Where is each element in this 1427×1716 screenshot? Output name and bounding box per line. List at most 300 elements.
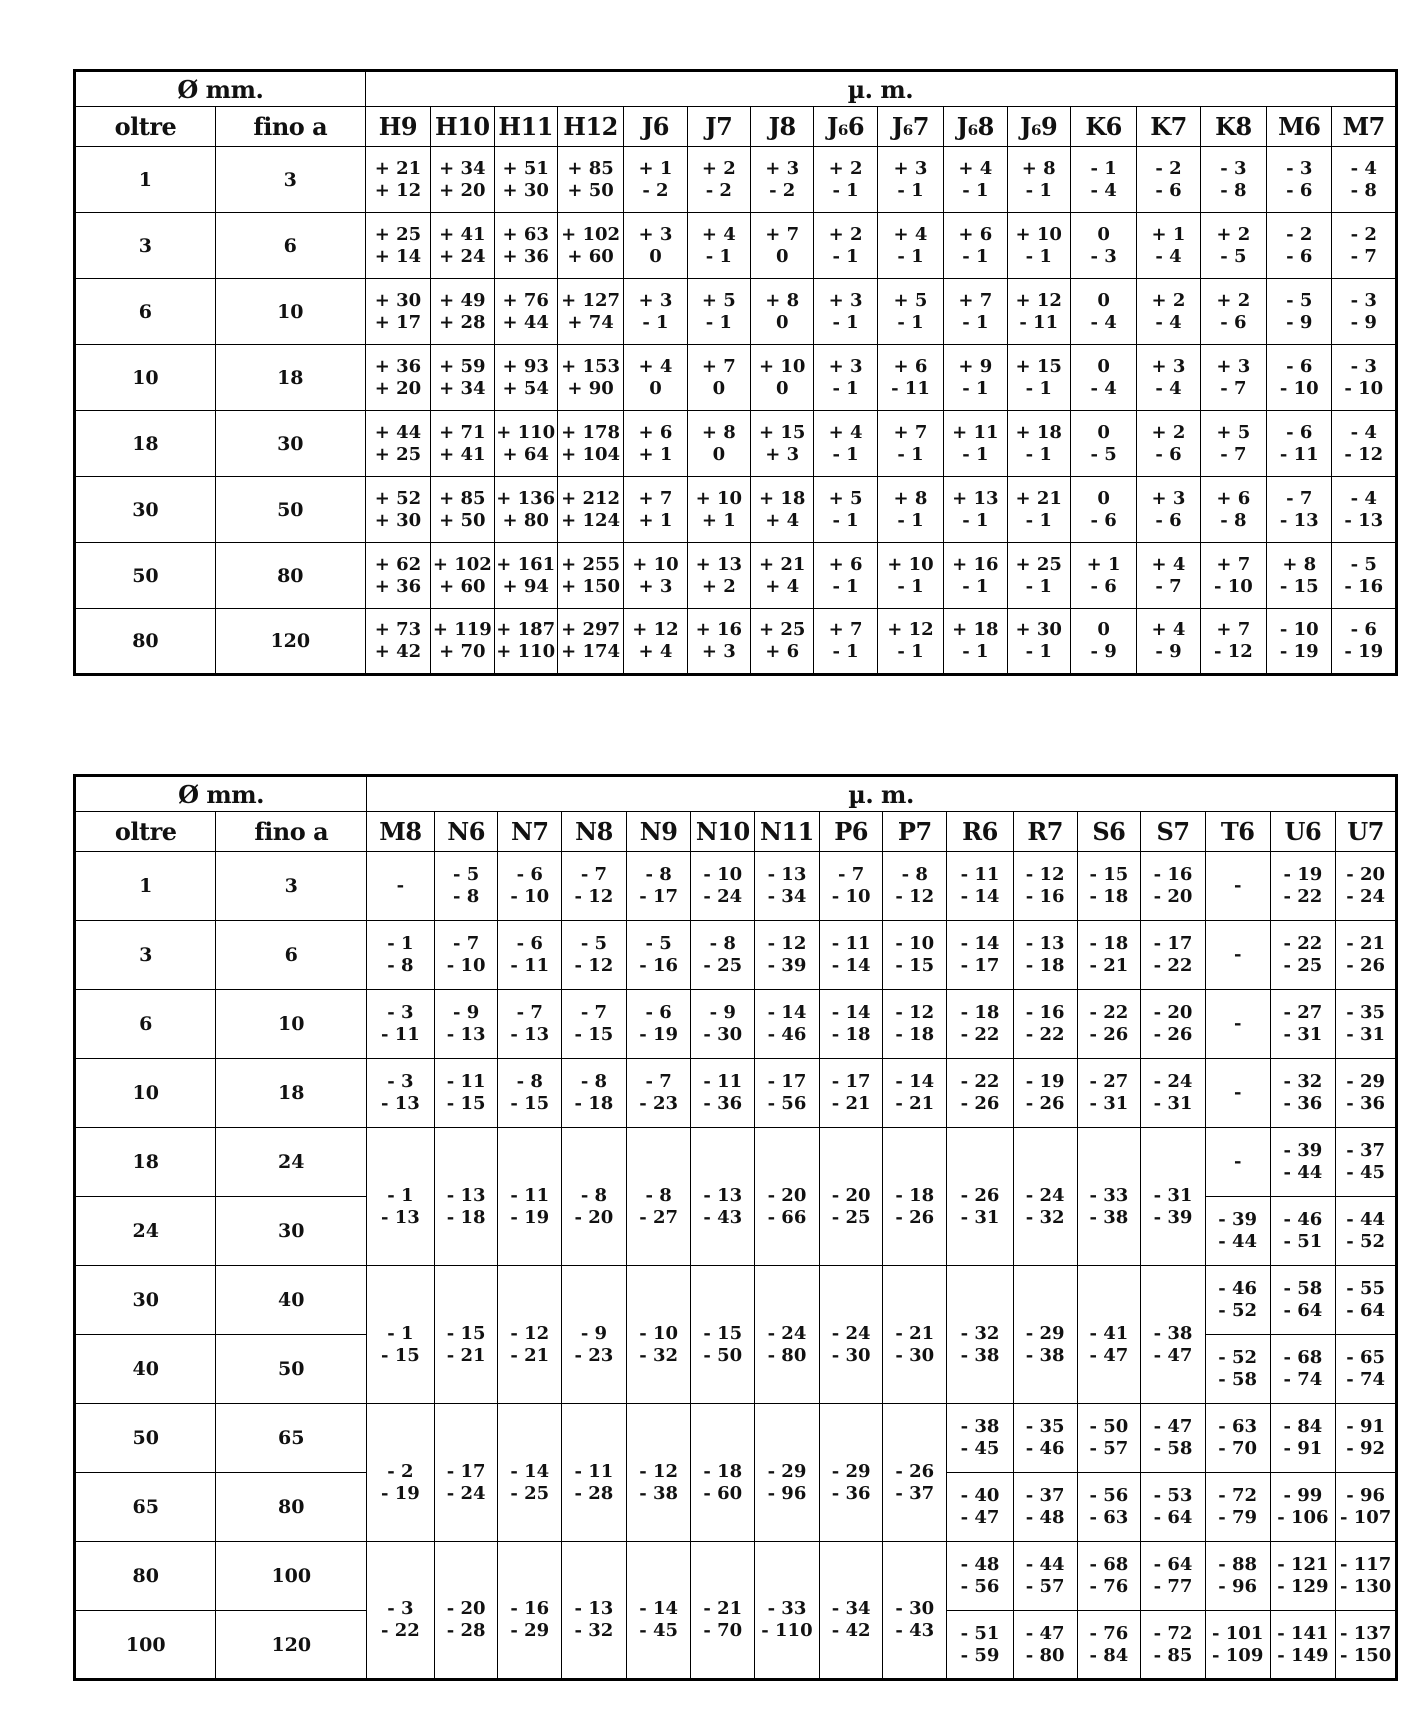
range-from-cell: 30 bbox=[75, 1266, 216, 1335]
range-from-cell: 100 bbox=[75, 1611, 216, 1680]
tolerance-cell bbox=[365, 147, 430, 213]
tolerance-cell bbox=[431, 411, 494, 477]
tolerance-value: - 47 bbox=[1025, 1622, 1065, 1644]
tolerance-value: + 9 bbox=[958, 355, 993, 377]
tolerance-value: - 43 bbox=[703, 1206, 743, 1228]
tolerance-class-header: R7 bbox=[1013, 812, 1077, 852]
tolerance-value: - 107 bbox=[1339, 1507, 1392, 1528]
tolerance-cell-merged bbox=[434, 1404, 498, 1542]
tolerance-value: - 74 bbox=[1346, 1369, 1385, 1390]
tolerance-value: - 4 bbox=[1090, 311, 1117, 333]
tolerance-cell bbox=[691, 1059, 755, 1128]
tolerance-cell-merged bbox=[562, 1128, 627, 1266]
tolerance-cell bbox=[1332, 213, 1397, 279]
tolerance-value: - 1 bbox=[705, 245, 732, 267]
tolerance-cell bbox=[1070, 609, 1136, 675]
tolerance-value: + 21 bbox=[374, 157, 422, 179]
tolerance-value: - 20 bbox=[574, 1206, 614, 1228]
tolerance-value: + 102 bbox=[432, 553, 492, 575]
tolerance-value: - 36 bbox=[703, 1093, 743, 1114]
tolerance-cell bbox=[1205, 1473, 1270, 1542]
tolerance-value: - 65 bbox=[1346, 1347, 1385, 1368]
tolerance-value: 0 bbox=[775, 245, 789, 267]
tolerance-value: - 39 bbox=[1218, 1209, 1258, 1230]
tolerance-value: + 7 bbox=[828, 619, 863, 640]
tolerance-value: - bbox=[1233, 944, 1242, 965]
tolerance-value: - 12 bbox=[1344, 443, 1384, 465]
tolerance-value: - 20 bbox=[1153, 886, 1193, 907]
tolerance-value: - 4 bbox=[1155, 311, 1182, 333]
tolerance-cell bbox=[557, 543, 623, 609]
tolerance-cell-merged bbox=[819, 1266, 883, 1404]
tolerance-value: - 21 bbox=[1089, 955, 1129, 976]
tolerance-value: - 13 bbox=[510, 1024, 550, 1045]
tolerance-cell bbox=[626, 921, 691, 990]
tolerance-value: - 31 bbox=[1153, 1093, 1193, 1114]
tolerance-value: + 4 bbox=[638, 641, 673, 662]
tolerance-value: - 8 bbox=[709, 933, 736, 954]
tolerance-cell bbox=[431, 279, 494, 345]
tolerance-cell bbox=[1137, 147, 1200, 213]
tolerance-cell bbox=[944, 279, 1007, 345]
tolerance-value: - 10 bbox=[1279, 619, 1319, 640]
tolerance-class-header: T6 bbox=[1205, 812, 1270, 852]
tolerance-class-header: K7 bbox=[1137, 107, 1200, 147]
tolerance-cell-merged bbox=[755, 1128, 820, 1266]
tolerance-value: + 10 bbox=[759, 355, 806, 377]
tolerance-cell-merged bbox=[691, 1128, 755, 1266]
tolerance-value: - 1 bbox=[832, 641, 859, 662]
tolerance-value: - 4 bbox=[1155, 245, 1182, 267]
tolerance-value: - 101 bbox=[1212, 1622, 1264, 1644]
tolerance-cell bbox=[1336, 1059, 1397, 1128]
tolerance-cell-merged bbox=[755, 1404, 820, 1542]
tolerance-value: - 18 bbox=[895, 1024, 935, 1045]
range-from-cell: 24 bbox=[75, 1197, 216, 1266]
tolerance-value: - 2 bbox=[1155, 157, 1182, 179]
tolerance-value: - 18 bbox=[831, 1024, 871, 1045]
tolerance-cell bbox=[1332, 477, 1397, 543]
table-row bbox=[75, 1059, 1397, 1128]
tolerance-value: - 15 bbox=[446, 1322, 486, 1344]
tolerance-value: - 21 bbox=[510, 1344, 550, 1366]
tolerance-cell bbox=[1205, 1059, 1270, 1128]
tolerance-value: - 3 bbox=[387, 1002, 414, 1023]
tolerance-value: + 7 bbox=[1216, 619, 1251, 640]
tolerance-value: + 51 bbox=[502, 157, 549, 179]
tolerance-value: - 121 bbox=[1277, 1554, 1329, 1575]
tolerance-class-header: J₆8 bbox=[944, 107, 1007, 147]
tolerance-value: - 38 bbox=[1153, 1322, 1193, 1344]
tolerance-value: + 1 bbox=[1086, 553, 1121, 575]
tolerance-cell bbox=[1070, 345, 1136, 411]
tolerance-cell bbox=[562, 921, 627, 990]
tolerance-value: + 5 bbox=[828, 487, 863, 509]
tolerance-value: - 8 bbox=[516, 1071, 543, 1092]
tolerance-value: + 21 bbox=[1015, 487, 1062, 509]
tolerance-cell bbox=[1336, 1542, 1397, 1611]
tolerance-value: - 15 bbox=[574, 1024, 614, 1045]
tolerance-value: - 26 bbox=[1089, 1024, 1129, 1045]
tolerance-cell bbox=[947, 1404, 1014, 1473]
tolerance-value: + 60 bbox=[567, 245, 614, 267]
tolerance-value: - 64 bbox=[1153, 1507, 1193, 1528]
range-to-cell: 100 bbox=[216, 1542, 367, 1611]
tolerance-value: 0 bbox=[712, 377, 726, 399]
tolerance-cell bbox=[1205, 1128, 1270, 1197]
tolerance-value: - 26 bbox=[1346, 955, 1385, 976]
tolerance-cell bbox=[944, 213, 1007, 279]
tolerance-value: - 38 bbox=[639, 1482, 679, 1504]
tolerance-value: - 38 bbox=[960, 1344, 1000, 1366]
range-to-cell: 6 bbox=[216, 921, 367, 990]
tolerance-cell-merged bbox=[498, 1542, 562, 1680]
range-to-cell: 24 bbox=[216, 1128, 367, 1197]
tolerance-value: - 4 bbox=[1350, 487, 1377, 509]
tolerance-value: - 19 bbox=[1344, 641, 1384, 662]
tolerance-value: - 15 bbox=[510, 1093, 550, 1114]
to-column-header: fino a bbox=[215, 107, 365, 147]
tolerance-cell bbox=[1267, 477, 1332, 543]
tolerance-value: - 2 bbox=[769, 179, 796, 201]
tolerance-value: + 136 bbox=[496, 487, 556, 509]
tolerance-cell bbox=[691, 921, 755, 990]
tolerance-class-header: P7 bbox=[883, 812, 947, 852]
tolerance-value: - 3 bbox=[1350, 289, 1377, 311]
tolerance-value: - 20 bbox=[767, 1184, 807, 1206]
tolerance-value: - 10 bbox=[1213, 575, 1253, 597]
tolerance-value: - 12 bbox=[767, 933, 807, 954]
range-to-cell: 10 bbox=[215, 279, 365, 345]
tolerance-value: - 24 bbox=[1153, 1071, 1193, 1092]
tolerance-cell bbox=[1007, 345, 1070, 411]
tolerance-cell bbox=[1200, 279, 1266, 345]
tolerance-value: - 50 bbox=[703, 1344, 743, 1366]
tolerance-value: - 3 bbox=[387, 1598, 414, 1619]
tolerance-cell bbox=[1332, 345, 1397, 411]
tolerance-cell bbox=[624, 477, 687, 543]
tolerance-value: - 14 bbox=[960, 886, 1000, 907]
tolerance-value: - 51 bbox=[1283, 1231, 1323, 1252]
tolerance-value: 0 bbox=[1097, 289, 1110, 311]
tolerance-class-header: P6 bbox=[819, 812, 883, 852]
tolerance-cell bbox=[1141, 1404, 1206, 1473]
tolerance-value: + 4 bbox=[893, 223, 928, 245]
tolerance-value: - 21 bbox=[895, 1322, 935, 1344]
tolerance-cell bbox=[434, 1059, 498, 1128]
tolerance-cell bbox=[1141, 1611, 1206, 1680]
tolerance-value: - 37 bbox=[895, 1482, 935, 1504]
tolerance-value: - 15 bbox=[446, 1093, 486, 1114]
tolerance-cell bbox=[1070, 147, 1136, 213]
tolerance-value: - 14 bbox=[831, 955, 871, 976]
tolerance-cell bbox=[367, 852, 435, 921]
tolerance-value: - bbox=[396, 875, 405, 896]
tolerance-cell bbox=[1007, 147, 1070, 213]
tolerance-cell bbox=[626, 1059, 691, 1128]
tolerance-value: - 11 bbox=[831, 933, 871, 954]
tolerance-value: - 14 bbox=[831, 1002, 871, 1023]
tolerance-value: - 28 bbox=[446, 1620, 486, 1641]
tolerance-cell bbox=[431, 213, 494, 279]
tolerance-value: - 19 bbox=[381, 1482, 420, 1504]
tolerance-value: + 4 bbox=[638, 355, 673, 377]
tolerance-cell bbox=[365, 609, 430, 675]
tolerance-value: + 3 bbox=[638, 223, 673, 245]
tolerance-class-header: M7 bbox=[1332, 107, 1397, 147]
tolerance-cell bbox=[1270, 1335, 1336, 1404]
tolerance-value: - 12 bbox=[574, 886, 614, 907]
tolerance-value: - 149 bbox=[1277, 1644, 1329, 1666]
tolerance-value: + 4 bbox=[765, 575, 800, 597]
tolerance-value: - 92 bbox=[1346, 1438, 1385, 1459]
tolerance-value: - 9 bbox=[580, 1322, 608, 1344]
tolerance-cell bbox=[557, 345, 623, 411]
tolerance-value: - 4 bbox=[1350, 421, 1377, 443]
tolerance-value: - 48 bbox=[960, 1554, 1000, 1575]
tolerance-value: - 20 bbox=[831, 1184, 871, 1206]
tolerance-cell bbox=[1077, 1059, 1141, 1128]
tolerance-cell-merged bbox=[819, 1128, 883, 1266]
tolerance-cell bbox=[883, 921, 947, 990]
tolerance-value: + 127 bbox=[561, 289, 621, 311]
tolerance-cell bbox=[1007, 213, 1070, 279]
table-row bbox=[75, 921, 1397, 990]
tolerance-value: - 14 bbox=[895, 1071, 935, 1092]
tolerance-value: + 4 bbox=[701, 223, 736, 245]
tolerance-value: + 2 bbox=[701, 575, 736, 597]
tolerance-cell bbox=[494, 411, 557, 477]
tolerance-cell bbox=[877, 411, 943, 477]
tolerance-cell bbox=[1270, 1059, 1336, 1128]
diameter-header: Ø mm. bbox=[75, 776, 367, 812]
tolerance-cell bbox=[1270, 852, 1336, 921]
tolerance-cell bbox=[1137, 411, 1200, 477]
tolerance-cell bbox=[624, 543, 687, 609]
tolerance-value: - 7 bbox=[838, 864, 865, 885]
tolerance-value: - 1 bbox=[832, 377, 859, 399]
range-from-cell: 6 bbox=[75, 279, 216, 345]
tolerance-value: - 8 bbox=[645, 864, 672, 885]
tolerance-value: - 24 bbox=[767, 1322, 807, 1344]
tolerance-value: - 10 bbox=[831, 886, 871, 907]
tolerance-cell-merged bbox=[367, 1266, 435, 1404]
tolerance-value: - 57 bbox=[1089, 1438, 1129, 1459]
tolerance-value: - 59 bbox=[960, 1644, 1000, 1666]
tolerance-cell bbox=[1013, 852, 1077, 921]
tolerance-cell bbox=[877, 213, 943, 279]
tolerance-value: - 12 bbox=[1025, 864, 1065, 885]
tolerance-cell-merged bbox=[626, 1128, 691, 1266]
tolerance-cell-merged bbox=[562, 1266, 627, 1404]
tolerance-value: - 3 bbox=[1220, 157, 1247, 179]
range-to-cell: 3 bbox=[215, 147, 365, 213]
tolerance-value: - 42 bbox=[831, 1620, 871, 1641]
from-column-header: oltre bbox=[75, 107, 216, 147]
tolerance-value: - 24 bbox=[831, 1322, 871, 1344]
tolerance-value: + 30 bbox=[1015, 619, 1062, 640]
tolerance-value: - 80 bbox=[767, 1344, 807, 1366]
tolerance-cell bbox=[365, 411, 430, 477]
table-row bbox=[75, 213, 1397, 279]
tolerance-cell bbox=[1205, 1197, 1270, 1266]
tolerance-value: - 109 bbox=[1212, 1644, 1264, 1666]
tolerance-cell bbox=[494, 609, 557, 675]
tolerance-value: + 25 bbox=[374, 443, 422, 465]
tolerance-value: - 1 bbox=[897, 641, 924, 662]
table-row bbox=[75, 1542, 1397, 1611]
tolerance-cell bbox=[814, 147, 877, 213]
tolerance-cell bbox=[877, 609, 943, 675]
tolerance-cell bbox=[365, 345, 430, 411]
tolerance-value: - 11 bbox=[703, 1071, 743, 1092]
tolerance-cell bbox=[1336, 1473, 1397, 1542]
tolerance-value: - 11 bbox=[381, 1024, 420, 1045]
tolerance-value: - 26 bbox=[895, 1206, 935, 1228]
tolerance-value: - 11 bbox=[891, 377, 930, 399]
tolerance-cell bbox=[1141, 1542, 1206, 1611]
tolerance-cell bbox=[687, 543, 750, 609]
tolerance-cell bbox=[557, 147, 623, 213]
tolerance-value: - 12 bbox=[574, 955, 614, 976]
tolerance-cell bbox=[1267, 609, 1332, 675]
range-from-cell: 80 bbox=[75, 609, 216, 675]
tolerance-value: - 68 bbox=[1089, 1554, 1129, 1575]
tolerance-value: - 1 bbox=[897, 245, 924, 267]
tolerance-value: - 11 bbox=[446, 1071, 486, 1092]
tolerance-value: - 63 bbox=[1218, 1416, 1258, 1437]
tolerance-class-header: J7 bbox=[687, 107, 750, 147]
tolerance-value: + 64 bbox=[502, 443, 549, 465]
tolerance-value: + 153 bbox=[561, 355, 621, 377]
tolerance-class-header: N11 bbox=[755, 812, 820, 852]
tolerance-value: + 178 bbox=[561, 421, 621, 443]
tolerance-value: - 12 bbox=[895, 1002, 935, 1023]
tolerance-cell-merged bbox=[691, 1542, 755, 1680]
tolerance-value: + 7 bbox=[958, 289, 993, 311]
range-to-cell: 18 bbox=[215, 345, 365, 411]
tolerance-value: + 18 bbox=[952, 619, 999, 640]
tolerance-value: + 34 bbox=[439, 157, 486, 179]
tolerance-cell bbox=[751, 411, 814, 477]
tolerance-cell bbox=[1270, 990, 1336, 1059]
tolerance-value: - 9 bbox=[1090, 641, 1117, 662]
tolerance-value: + 1 bbox=[638, 157, 673, 179]
tolerance-cell bbox=[1013, 1542, 1077, 1611]
tolerance-value: + 7 bbox=[1216, 553, 1251, 575]
tolerance-cell bbox=[944, 543, 1007, 609]
tolerance-value: - 56 bbox=[767, 1093, 807, 1114]
tolerance-value: - 18 bbox=[703, 1460, 743, 1482]
tolerance-value: + 93 bbox=[502, 355, 549, 377]
tolerance-value: - 6 bbox=[645, 1002, 672, 1023]
tolerance-value: + 12 bbox=[374, 179, 422, 201]
tolerance-cell bbox=[1077, 990, 1141, 1059]
tolerance-value: + 187 bbox=[496, 619, 556, 640]
tolerance-value: - 1 bbox=[897, 509, 924, 531]
tolerance-class-header: H11 bbox=[494, 107, 557, 147]
tolerance-value: - 10 bbox=[895, 933, 935, 954]
tolerance-cell bbox=[1270, 1197, 1336, 1266]
tolerance-value: + 13 bbox=[695, 553, 743, 575]
tolerance-cell bbox=[1336, 921, 1397, 990]
tolerance-value: - 41 bbox=[1089, 1322, 1129, 1344]
tolerance-cell bbox=[1141, 852, 1206, 921]
tolerance-value: + 5 bbox=[1216, 421, 1251, 443]
tolerance-value: - 85 bbox=[1153, 1644, 1193, 1666]
tolerance-value: - 10 bbox=[446, 955, 486, 976]
tolerance-value: + 5 bbox=[893, 289, 928, 311]
tolerance-cell bbox=[1077, 921, 1141, 990]
tolerance-value: - 5 bbox=[1350, 553, 1377, 575]
range-to-cell: 120 bbox=[215, 609, 365, 675]
tolerance-value: - 28 bbox=[574, 1482, 614, 1504]
tolerance-value: - 37 bbox=[1025, 1485, 1065, 1506]
tolerance-cell-merged bbox=[626, 1404, 691, 1542]
tolerance-cell bbox=[1077, 1542, 1141, 1611]
tolerance-value: - 1 bbox=[1025, 509, 1052, 531]
tolerance-value: + 3 bbox=[1151, 487, 1186, 509]
tolerance-cell-merged bbox=[883, 1542, 947, 1680]
tolerance-cell bbox=[1267, 543, 1332, 609]
tolerance-cell bbox=[1141, 1473, 1206, 1542]
tolerance-cell bbox=[626, 990, 691, 1059]
tolerance-value: - 6 bbox=[1220, 311, 1247, 333]
tolerance-value: - 31 bbox=[1346, 1024, 1385, 1045]
tolerance-value: + 25 bbox=[1015, 553, 1062, 575]
tolerance-cell-merged bbox=[1013, 1128, 1077, 1266]
tolerance-value: - 13 bbox=[703, 1184, 743, 1206]
tolerance-value: - 22 bbox=[381, 1620, 420, 1641]
tolerance-cell-merged bbox=[434, 1128, 498, 1266]
tolerance-value: + 3 bbox=[893, 157, 928, 179]
tolerance-value: + 124 bbox=[561, 509, 621, 531]
tolerance-value: - 11 bbox=[510, 1184, 550, 1206]
tolerance-value: - 29 bbox=[510, 1620, 550, 1641]
diameter-header: Ø mm. bbox=[75, 71, 366, 107]
tolerance-value: - 58 bbox=[1218, 1369, 1258, 1390]
tolerance-value: - 31 bbox=[960, 1206, 1000, 1228]
tolerance-cell bbox=[1332, 411, 1397, 477]
table-row bbox=[75, 477, 1397, 543]
tolerance-class-header: J6 bbox=[624, 107, 687, 147]
unit-header: µ. m. bbox=[367, 776, 1397, 812]
tolerance-value: - 1 bbox=[832, 179, 859, 201]
tolerance-value: - 17 bbox=[639, 886, 679, 907]
tolerance-cell-merged bbox=[434, 1266, 498, 1404]
tolerance-value: - 12 bbox=[895, 886, 935, 907]
tolerance-value: - 31 bbox=[1283, 1024, 1323, 1045]
tolerance-class-header: M8 bbox=[367, 812, 435, 852]
tolerance-value: + 36 bbox=[502, 245, 549, 267]
tolerance-value: - 64 bbox=[1153, 1554, 1193, 1575]
tolerance-value: + 42 bbox=[374, 641, 422, 662]
tolerance-value: + 14 bbox=[374, 245, 422, 267]
tolerance-value: + 5 bbox=[701, 289, 736, 311]
tolerance-cell bbox=[1205, 990, 1270, 1059]
tolerance-value: + 3 bbox=[765, 443, 800, 465]
tolerance-cell bbox=[947, 1611, 1014, 1680]
tolerance-value: 0 bbox=[1097, 223, 1110, 245]
tolerance-cell bbox=[751, 609, 814, 675]
tolerance-cell bbox=[1336, 1335, 1397, 1404]
tolerance-value: - 1 bbox=[962, 641, 989, 662]
tolerance-value: - 32 bbox=[1025, 1206, 1065, 1228]
tolerance-class-header: J₆9 bbox=[1007, 107, 1070, 147]
tolerance-value: + 1 bbox=[1151, 223, 1186, 245]
tolerance-cell-merged bbox=[1141, 1266, 1206, 1404]
tolerance-cell-merged bbox=[691, 1266, 755, 1404]
